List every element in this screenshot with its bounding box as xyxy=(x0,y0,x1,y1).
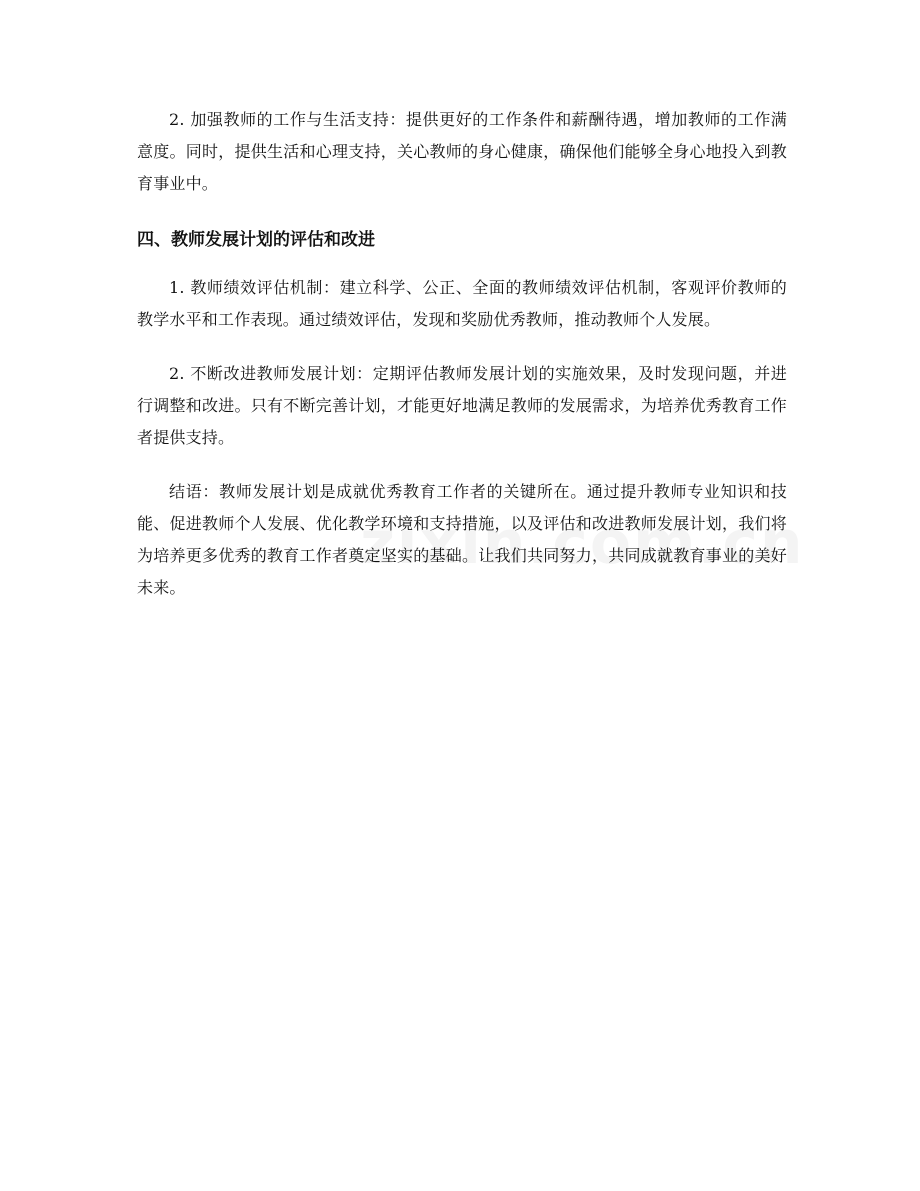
paragraph-conclusion: 结语：教师发展计划是成就优秀教育工作者的关键所在。通过提升教师专业知识和技能、促进教师个人发展、优化教学环境和支持措施，以及评估和改进教师发展计划，我们将为培养更多优秀的教育工作者奠定坚实的基础。让我们共同努力，共同成就教育事业的美好未来。 xyxy=(137,482,787,597)
document-body xyxy=(137,104,787,626)
paragraph-performance-evaluation: 1. 教师绩效评估机制：建立科学、公正、全面的教师绩效评估机制，客观评价教师的教学水平和工作表现。通过绩效评估，发现和奖励优秀教师，推动教师个人发展。 xyxy=(137,278,787,329)
section-heading: 四、教师发展计划的评估和改进 xyxy=(137,230,375,250)
paragraph-continuous-improvement: 2. 不断改进教师发展计划：定期评估教师发展计划的实施效果，及时发现问题，并进行调整和改进。只有不断完善计划，才能更好地满足教师的发展需求，为培养优秀教育工作者提供支持。 xyxy=(137,364,787,447)
paragraph-work-life-support: 2. 加强教师的工作与生活支持：提供更好的工作条件和薪酬待遇，增加教师的工作满意度。同时，提供生活和心理支持，关心教师的身心健康，确保他们能够全身心地投入到教育事业中。 xyxy=(137,110,787,193)
